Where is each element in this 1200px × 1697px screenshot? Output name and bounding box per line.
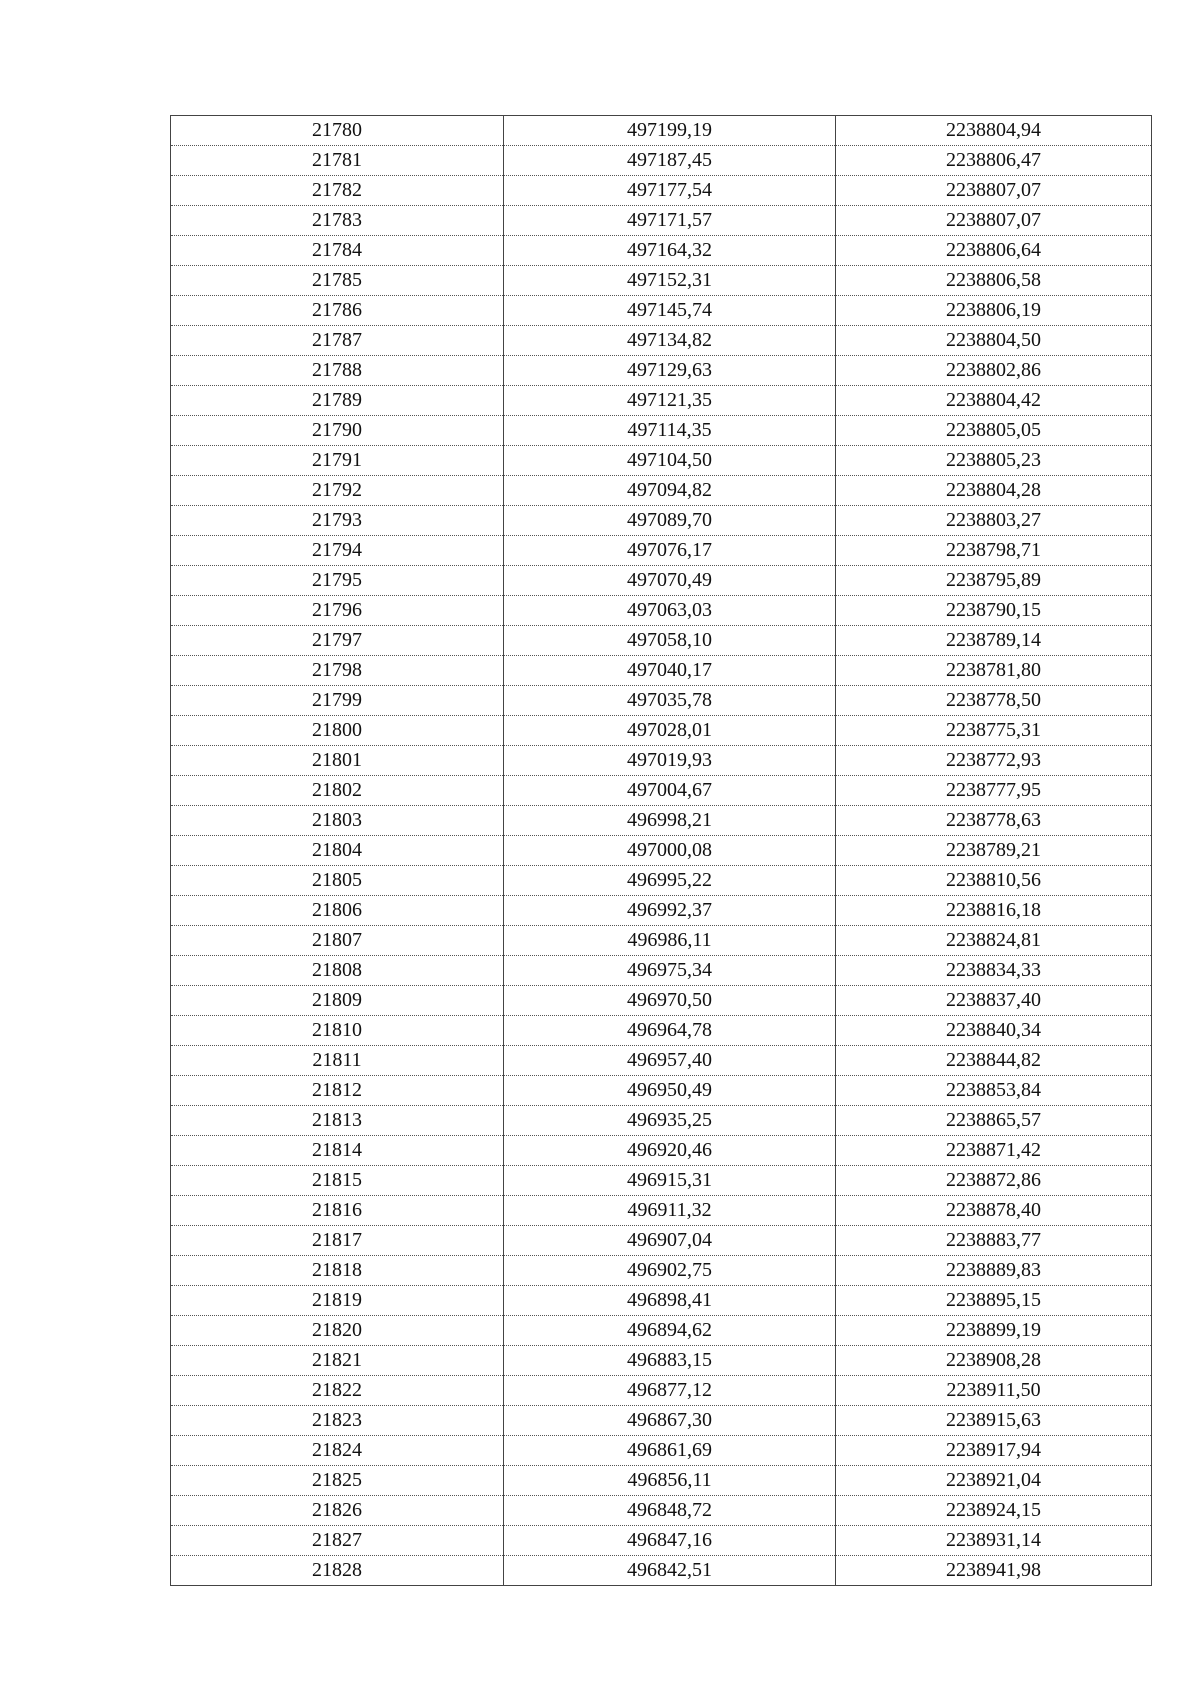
y-coordinate-cell: 2238917,94 [836,1436,1152,1466]
y-coordinate-cell: 2238865,57 [836,1106,1152,1136]
y-coordinate-cell: 2238803,27 [836,506,1152,536]
table-row [171,296,1152,326]
x-coordinate-cell: 496847,16 [504,1526,836,1556]
x-coordinate-cell: 497171,57 [504,206,836,236]
table-row [171,1346,1152,1376]
y-coordinate-cell: 2238778,63 [836,806,1152,836]
y-coordinate-cell: 2238844,82 [836,1046,1152,1076]
x-coordinate-cell: 497199,19 [504,116,836,146]
y-coordinate-cell: 2238853,84 [836,1076,1152,1106]
table-row [171,926,1152,956]
point-number-cell: 21789 [171,386,504,416]
table-row [171,1316,1152,1346]
y-coordinate-cell: 2238921,04 [836,1466,1152,1496]
y-coordinate-cell: 2238883,77 [836,1226,1152,1256]
table-row [171,146,1152,176]
x-coordinate-cell: 496970,50 [504,986,836,1016]
x-coordinate-cell: 496902,75 [504,1256,836,1286]
point-number-cell: 21796 [171,596,504,626]
x-coordinate-cell: 497114,35 [504,416,836,446]
point-number-cell: 21802 [171,776,504,806]
table-row [171,806,1152,836]
x-coordinate-cell: 496867,30 [504,1406,836,1436]
y-coordinate-cell: 2238816,18 [836,896,1152,926]
point-number-cell: 21788 [171,356,504,386]
table-row [171,416,1152,446]
y-coordinate-cell: 2238789,21 [836,836,1152,866]
point-number-cell: 21783 [171,206,504,236]
table-row [171,506,1152,536]
table-row [171,746,1152,776]
point-number-cell: 21794 [171,536,504,566]
table-row [171,836,1152,866]
table-row [171,236,1152,266]
point-number-cell: 21787 [171,326,504,356]
table-row [171,1166,1152,1196]
table-row [171,1496,1152,1526]
y-coordinate-cell: 2238798,71 [836,536,1152,566]
point-number-cell: 21799 [171,686,504,716]
point-number-cell: 21828 [171,1556,504,1586]
point-number-cell: 21790 [171,416,504,446]
y-coordinate-cell: 2238790,15 [836,596,1152,626]
table-row [171,1376,1152,1406]
x-coordinate-cell: 497035,78 [504,686,836,716]
x-coordinate-cell: 496898,41 [504,1286,836,1316]
y-coordinate-cell: 2238810,56 [836,866,1152,896]
table-row [171,1556,1152,1586]
x-coordinate-cell: 496998,21 [504,806,836,836]
x-coordinate-cell: 496861,69 [504,1436,836,1466]
point-number-cell: 21800 [171,716,504,746]
point-number-cell: 21813 [171,1106,504,1136]
y-coordinate-cell: 2238834,33 [836,956,1152,986]
y-coordinate-cell: 2238807,07 [836,206,1152,236]
x-coordinate-cell: 497058,10 [504,626,836,656]
table-row [171,386,1152,416]
point-number-cell: 21826 [171,1496,504,1526]
table-row [171,716,1152,746]
y-coordinate-cell: 2238941,98 [836,1556,1152,1586]
table-row [171,476,1152,506]
y-coordinate-cell: 2238781,80 [836,656,1152,686]
point-number-cell: 21822 [171,1376,504,1406]
table-row [171,176,1152,206]
table-row [171,536,1152,566]
y-coordinate-cell: 2238931,14 [836,1526,1152,1556]
table-row [171,686,1152,716]
x-coordinate-cell: 496935,25 [504,1106,836,1136]
point-number-cell: 21824 [171,1436,504,1466]
point-number-cell: 21797 [171,626,504,656]
point-number-cell: 21806 [171,896,504,926]
x-coordinate-cell: 497040,17 [504,656,836,686]
y-coordinate-cell: 2238789,14 [836,626,1152,656]
y-coordinate-cell: 2238889,83 [836,1256,1152,1286]
table-row [171,1286,1152,1316]
x-coordinate-cell: 497076,17 [504,536,836,566]
x-coordinate-cell: 496995,22 [504,866,836,896]
x-coordinate-cell: 497070,49 [504,566,836,596]
y-coordinate-cell: 2238777,95 [836,776,1152,806]
table-row [171,596,1152,626]
table-row [171,986,1152,1016]
point-number-cell: 21786 [171,296,504,326]
y-coordinate-cell: 2238807,07 [836,176,1152,206]
point-number-cell: 21785 [171,266,504,296]
table-row [171,866,1152,896]
point-number-cell: 21804 [171,836,504,866]
point-number-cell: 21784 [171,236,504,266]
y-coordinate-cell: 2238806,47 [836,146,1152,176]
y-coordinate-cell: 2238804,94 [836,116,1152,146]
y-coordinate-cell: 2238872,86 [836,1166,1152,1196]
y-coordinate-cell: 2238806,64 [836,236,1152,266]
table-row [171,1256,1152,1286]
point-number-cell: 21814 [171,1136,504,1166]
x-coordinate-cell: 497121,35 [504,386,836,416]
x-coordinate-cell: 496950,49 [504,1076,836,1106]
coordinates-table-body [171,116,1152,1586]
point-number-cell: 21793 [171,506,504,536]
x-coordinate-cell: 497152,31 [504,266,836,296]
point-number-cell: 21791 [171,446,504,476]
point-number-cell: 21816 [171,1196,504,1226]
y-coordinate-cell: 2238805,23 [836,446,1152,476]
x-coordinate-cell: 497004,67 [504,776,836,806]
x-coordinate-cell: 497187,45 [504,146,836,176]
y-coordinate-cell: 2238802,86 [836,356,1152,386]
y-coordinate-cell: 2238805,05 [836,416,1152,446]
x-coordinate-cell: 496975,34 [504,956,836,986]
table-row [171,1136,1152,1166]
point-number-cell: 21807 [171,926,504,956]
x-coordinate-cell: 497177,54 [504,176,836,206]
x-coordinate-cell: 496992,37 [504,896,836,926]
point-number-cell: 21780 [171,116,504,146]
table-row [171,1226,1152,1256]
y-coordinate-cell: 2238806,19 [836,296,1152,326]
table-row [171,356,1152,386]
y-coordinate-cell: 2238804,42 [836,386,1152,416]
x-coordinate-cell: 496894,62 [504,1316,836,1346]
y-coordinate-cell: 2238915,63 [836,1406,1152,1436]
table-row [171,566,1152,596]
table-row [171,1016,1152,1046]
point-number-cell: 21820 [171,1316,504,1346]
point-number-cell: 21798 [171,656,504,686]
y-coordinate-cell: 2238772,93 [836,746,1152,776]
point-number-cell: 21819 [171,1286,504,1316]
table-row [171,1046,1152,1076]
point-number-cell: 21827 [171,1526,504,1556]
y-coordinate-cell: 2238778,50 [836,686,1152,716]
x-coordinate-cell: 497104,50 [504,446,836,476]
y-coordinate-cell: 2238878,40 [836,1196,1152,1226]
table-row [171,776,1152,806]
table-row [171,1106,1152,1136]
y-coordinate-cell: 2238795,89 [836,566,1152,596]
y-coordinate-cell: 2238908,28 [836,1346,1152,1376]
point-number-cell: 21792 [171,476,504,506]
point-number-cell: 21821 [171,1346,504,1376]
x-coordinate-cell: 496856,11 [504,1466,836,1496]
x-coordinate-cell: 497019,93 [504,746,836,776]
x-coordinate-cell: 496915,31 [504,1166,836,1196]
y-coordinate-cell: 2238895,15 [836,1286,1152,1316]
x-coordinate-cell: 496920,46 [504,1136,836,1166]
point-number-cell: 21815 [171,1166,504,1196]
y-coordinate-cell: 2238840,34 [836,1016,1152,1046]
x-coordinate-cell: 496986,11 [504,926,836,956]
x-coordinate-cell: 496883,15 [504,1346,836,1376]
x-coordinate-cell: 497094,82 [504,476,836,506]
point-number-cell: 21808 [171,956,504,986]
x-coordinate-cell: 497063,03 [504,596,836,626]
y-coordinate-cell: 2238806,58 [836,266,1152,296]
point-number-cell: 21818 [171,1256,504,1286]
table-row [171,326,1152,356]
y-coordinate-cell: 2238804,28 [836,476,1152,506]
table-row [171,956,1152,986]
y-coordinate-cell: 2238775,31 [836,716,1152,746]
y-coordinate-cell: 2238911,50 [836,1376,1152,1406]
point-number-cell: 21810 [171,1016,504,1046]
x-coordinate-cell: 497129,63 [504,356,836,386]
y-coordinate-cell: 2238824,81 [836,926,1152,956]
point-number-cell: 21809 [171,986,504,1016]
x-coordinate-cell: 496842,51 [504,1556,836,1586]
x-coordinate-cell: 497134,82 [504,326,836,356]
table-row [171,1436,1152,1466]
table-row [171,896,1152,926]
y-coordinate-cell: 2238837,40 [836,986,1152,1016]
point-number-cell: 21795 [171,566,504,596]
table-row [171,1196,1152,1226]
table-row [171,1466,1152,1496]
x-coordinate-cell: 497145,74 [504,296,836,326]
point-number-cell: 21823 [171,1406,504,1436]
x-coordinate-cell: 496877,12 [504,1376,836,1406]
y-coordinate-cell: 2238871,42 [836,1136,1152,1166]
table-row [171,206,1152,236]
x-coordinate-cell: 496964,78 [504,1016,836,1046]
x-coordinate-cell: 496907,04 [504,1226,836,1256]
point-number-cell: 21811 [171,1046,504,1076]
point-number-cell: 21801 [171,746,504,776]
point-number-cell: 21812 [171,1076,504,1106]
point-number-cell: 21805 [171,866,504,896]
x-coordinate-cell: 497028,01 [504,716,836,746]
x-coordinate-cell: 496848,72 [504,1496,836,1526]
y-coordinate-cell: 2238899,19 [836,1316,1152,1346]
y-coordinate-cell: 2238804,50 [836,326,1152,356]
x-coordinate-cell: 497000,08 [504,836,836,866]
point-number-cell: 21825 [171,1466,504,1496]
table-row [171,116,1152,146]
point-number-cell: 21817 [171,1226,504,1256]
coordinates-table [170,115,1152,1586]
table-row [171,656,1152,686]
table-row [171,1406,1152,1436]
point-number-cell: 21781 [171,146,504,176]
point-number-cell: 21803 [171,806,504,836]
table-row [171,266,1152,296]
table-row [171,626,1152,656]
table-row [171,446,1152,476]
x-coordinate-cell: 497164,32 [504,236,836,266]
x-coordinate-cell: 496911,32 [504,1196,836,1226]
x-coordinate-cell: 496957,40 [504,1046,836,1076]
x-coordinate-cell: 497089,70 [504,506,836,536]
table-row [171,1526,1152,1556]
table-row [171,1076,1152,1106]
y-coordinate-cell: 2238924,15 [836,1496,1152,1526]
point-number-cell: 21782 [171,176,504,206]
